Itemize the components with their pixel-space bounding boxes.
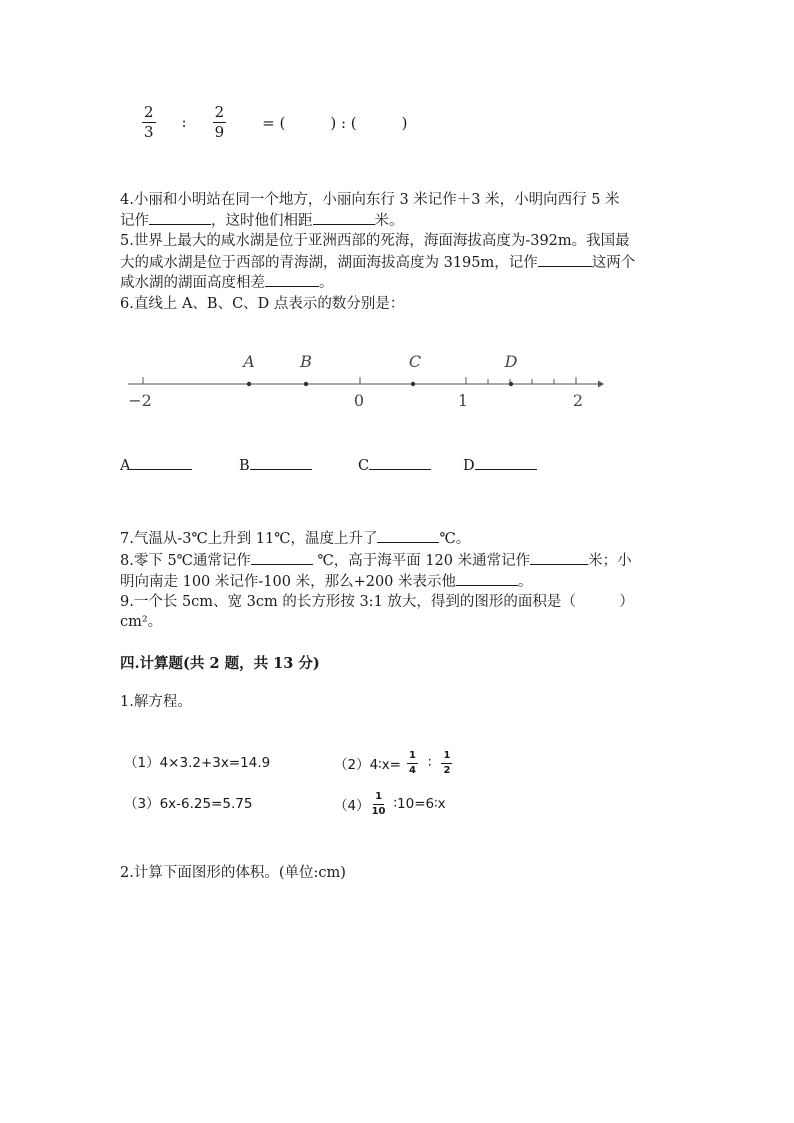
question-8-line-1 (120, 550, 632, 571)
section-4-heading: 四.计算题(共 2 题，共 13 分) (120, 655, 320, 672)
fraction-denominator: 3 (144, 122, 154, 141)
question-4-line-2 (120, 210, 404, 231)
answer-blank[interactable] (313, 210, 375, 225)
q8-text-c: 米；小 (588, 553, 632, 569)
fraction-denominator: 4 (409, 764, 416, 776)
calc-2-title: 2.计算下面图形的体积。(单位:cm) (120, 865, 346, 881)
question-9-line-1: 9.一个长 5cm、宽 3cm 的长方形按 3:1 放大，得到的图形的面积是（ ） (120, 594, 634, 610)
fraction-numerator: 2 (214, 102, 225, 121)
fraction-two-thirds (142, 102, 156, 141)
q4-text-c: 米。 (374, 213, 404, 229)
tick-label-2: 2 (572, 391, 584, 410)
answer-blank[interactable] (456, 571, 518, 586)
question-5-line-2 (120, 252, 635, 273)
answer-blank[interactable] (265, 272, 319, 287)
eq2-prefix: （2）4∶x= (334, 757, 401, 773)
point-b-label: B (300, 352, 312, 371)
point-a-label: A (243, 352, 255, 371)
fraction-numerator: 2 (144, 102, 154, 121)
answer-blank[interactable] (475, 455, 537, 470)
equation-4 (334, 787, 446, 821)
eq4-suffix: ∶10=6∶x (393, 796, 446, 812)
answer-blank[interactable] (377, 528, 439, 543)
ratio-colon: : (181, 113, 187, 131)
q8-text-e: 。 (518, 574, 533, 590)
answer-blank[interactable] (369, 455, 431, 470)
q7-text-a: 7.气温从-3℃上升到 11℃，温度上升了 (120, 531, 378, 547)
q8-text-a: 8.零下 5℃通常记作 (120, 553, 251, 569)
q5-text-b: 这两个 (591, 255, 636, 271)
q5-text-d: 。 (319, 275, 334, 291)
fraction-one-tenth (372, 792, 386, 817)
answer-blank[interactable] (251, 550, 313, 565)
fraction-numerator: 1 (441, 751, 452, 764)
point-d-dot (509, 382, 513, 386)
ratio-answer: = ( ) : ( ) (262, 113, 408, 132)
point-a-dot (247, 382, 251, 386)
q6-answer-a (120, 455, 192, 476)
question-5-line-3 (120, 272, 334, 293)
eq2-colon: ∶ (427, 755, 432, 771)
question-7 (120, 528, 470, 549)
q8-text-b: ℃，高于海平面 120 米通常记作 (312, 553, 531, 569)
answer-label-c: C (358, 458, 370, 474)
q8-text-d: 明向南走 100 米记作-100 米，那么+200 米表示他 (120, 574, 457, 590)
question-4-line-1: 4.小丽和小明站在同一个地方，小丽向东行 3 米记作＋3 米，小明向西行 5 米 (120, 192, 620, 208)
q6-answer-d (463, 455, 537, 476)
fraction-denominator: 2 (443, 764, 451, 776)
number-line (120, 346, 620, 416)
calc-1-title: 1.解方程。 (120, 694, 192, 710)
answer-blank[interactable] (149, 210, 211, 225)
point-c-dot (411, 382, 415, 386)
equation-3: （3）6x-6.25=5.75 (124, 796, 253, 812)
q6-answer-c (358, 455, 431, 476)
answer-blank[interactable] (538, 252, 592, 267)
q7-text-b: ℃。 (439, 531, 471, 547)
fraction-one-half (441, 751, 452, 776)
tick-label-minus-2: −2 (128, 391, 152, 410)
question-8-line-2 (120, 571, 533, 592)
fraction-denominator: 9 (214, 122, 225, 141)
q6-answer-b (239, 455, 312, 476)
equation-1: （1）4×3.2+3x=14.9 (124, 755, 271, 771)
fraction-numerator: 1 (373, 792, 384, 805)
question-5-line-1: 5.世界上最大的咸水湖是位于亚洲西部的死海，海面海拔高度为-392m。我国最 (120, 233, 630, 249)
question-9-line-2: cm²。 (120, 614, 163, 630)
answer-label-b: B (239, 458, 250, 474)
fraction-one-quarter (407, 751, 418, 776)
fraction-denominator: 10 (371, 805, 386, 817)
equation-2 (334, 746, 452, 780)
answer-blank[interactable] (250, 455, 312, 470)
fraction-two-ninths (213, 102, 227, 141)
answer-label-d: D (463, 458, 475, 474)
q5-text-a: 大的咸水湖是位于西部的青海湖，湖面海拔高度为 3195m，记作 (120, 255, 538, 271)
point-d-label: D (504, 352, 518, 371)
answer-blank[interactable] (130, 455, 192, 470)
q5-text-c: 咸水湖的湖面高度相差 (120, 275, 265, 291)
tick-label-1: 1 (457, 391, 469, 410)
arrow-head-icon (598, 381, 604, 388)
ratio-row (142, 104, 408, 140)
q4-text-a: 记作 (120, 213, 149, 229)
point-b-dot (304, 382, 308, 386)
eq4-prefix: （4） (334, 798, 370, 814)
question-6-intro: 6.直线上 A、B、C、D 点表示的数分别是： (120, 296, 405, 312)
q4-text-b: ，这时他们相距 (211, 213, 313, 229)
point-c-label: C (408, 352, 422, 371)
tick-label-0: 0 (353, 391, 365, 410)
answer-label-a: A (120, 458, 131, 474)
fraction-numerator: 1 (407, 751, 418, 764)
answer-blank[interactable] (530, 550, 588, 565)
